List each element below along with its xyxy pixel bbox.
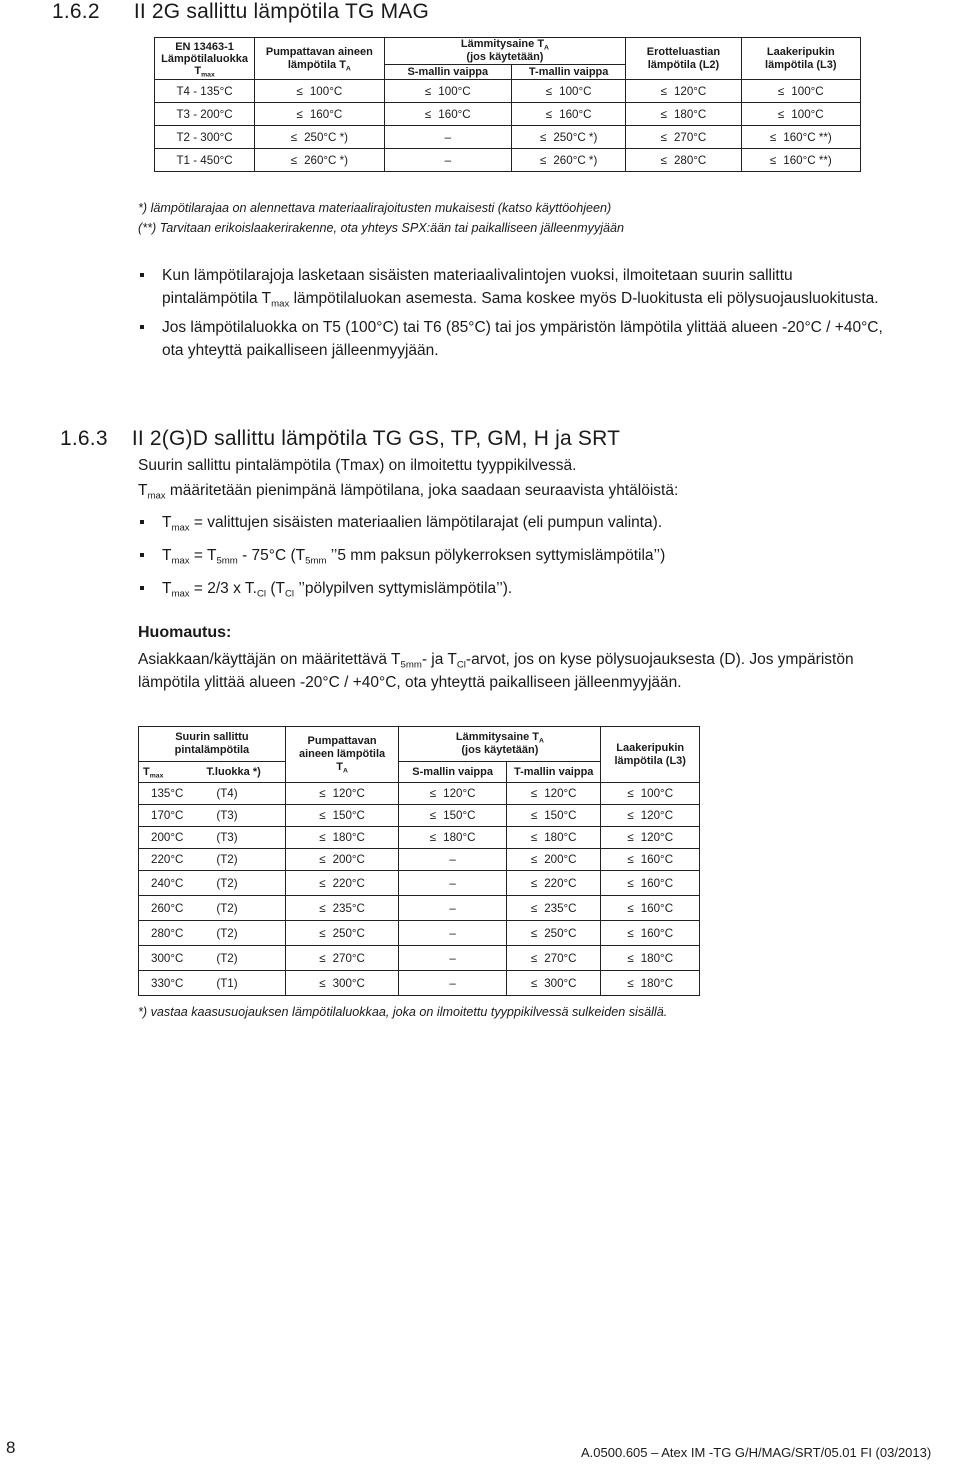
header-s-jacket: S-mallin vaippa (384, 65, 511, 80)
liquid-temp-cell: ≤ 250°C (285, 921, 399, 946)
liquid-temp-cell: ≤ 120°C (285, 783, 399, 805)
liquid-temp-cell: ≤ 220°C (285, 871, 399, 896)
s-jacket-cell: ≤ 120°C (399, 783, 507, 805)
bearing-temp-cell: ≤ 160°C (601, 871, 700, 896)
liquid-temp-cell: ≤ 150°C (285, 805, 399, 827)
s-jacket-cell: ≤ 100°C (384, 80, 511, 103)
s-jacket-cell: ≤ 150°C (399, 805, 507, 827)
header-liquid-temp: Pumpattavan aineen lämpötila $T_A$ (285, 727, 399, 783)
header-bearing-temp: Laakeripukin lämpötila (L3) (601, 727, 700, 783)
t-jacket-cell: ≤ 180°C (506, 827, 601, 849)
table-row (139, 921, 700, 946)
s-jacket-cell: – (399, 971, 507, 996)
separator-temp-cell: ≤ 120°C (626, 80, 741, 103)
less-equal-icon: ≤ (530, 876, 538, 890)
t-jacket-cell: ≤ 220°C (506, 871, 601, 896)
less-equal-icon: ≤ (627, 976, 634, 990)
less-equal-icon: ≤ (660, 130, 667, 144)
less-equal-icon: ≤ (539, 130, 547, 144)
t-jacket-cell: ≤ 150°C (506, 805, 601, 827)
bearing-temp-cell: ≤ 180°C (601, 971, 700, 996)
bearing-temp-cell: ≤ 120°C (601, 827, 700, 849)
less-equal-icon: ≤ (319, 787, 326, 800)
footnote-special-bearing: (**) Tarvitaan erikoislaakerirakenne, ota yhteys SPX:ään tai paikalliseen jälleenmyyjään (138, 221, 625, 235)
liquid-temp-cell: ≤ 235°C (285, 896, 399, 921)
less-equal-icon: ≤ (429, 831, 437, 844)
table-row (139, 805, 700, 827)
less-equal-icon: ≤ (530, 901, 538, 915)
less-equal-icon: ≤ (429, 787, 437, 800)
bearing-temp-cell: ≤ 160°C (601, 896, 700, 921)
table-row (139, 896, 700, 921)
less-equal-icon: ≤ (296, 107, 303, 121)
header-heating-medium: Lämmitysaine $T_A$ (jos käytetään) (384, 38, 626, 65)
less-equal-icon: ≤ (539, 153, 547, 167)
tclass-cell: (T3) (206, 827, 285, 849)
s-jacket-cell: – (399, 946, 507, 971)
header-s-jacket: S-mallin vaippa (399, 762, 507, 783)
tmax-cell: 220°C (139, 849, 207, 871)
less-equal-icon: ≤ (429, 809, 437, 822)
header-tmax: $T_{max}$ (139, 762, 207, 783)
less-equal-icon: ≤ (769, 130, 777, 144)
less-equal-icon: ≤ (530, 926, 538, 940)
liquid-temp-cell: ≤ 180°C (285, 827, 399, 849)
t-jacket-cell: ≤ 300°C (506, 971, 601, 996)
table-row (139, 971, 700, 996)
less-equal-icon: ≤ (627, 831, 634, 844)
table-row (139, 871, 700, 896)
header-t-jacket: T-mallin vaippa (506, 762, 601, 783)
less-equal-icon: ≤ (290, 153, 298, 167)
table-row (139, 783, 700, 805)
footnote-temp-limit: *) lämpötilarajaa on alennettava materiaalirajoitusten mukaisesti (katso käyttöohjeen) (138, 201, 612, 215)
liquid-temp-cell: ≤ 300°C (285, 971, 399, 996)
less-equal-icon: ≤ (319, 853, 326, 866)
section-number: 1.6.2 (52, 0, 100, 23)
header-separator-temp: Erotteluastian lämpötila (L2) (626, 38, 741, 80)
bearing-temp-cell: ≤ 100°C (601, 783, 700, 805)
s-jacket-cell: – (384, 126, 511, 149)
less-equal-icon: ≤ (530, 976, 538, 990)
t-jacket-cell: ≤ 260°C *) (512, 149, 626, 172)
less-equal-icon: ≤ (545, 84, 553, 98)
less-equal-icon: ≤ (627, 926, 634, 940)
bearing-temp-cell: ≤ 120°C (601, 805, 700, 827)
section-number: 1.6.3 (60, 427, 108, 450)
header-temp-class: EN 13463-1 Lämpötilaluokka $T_{max}$ (155, 38, 255, 80)
t-jacket-cell: ≤ 250°C *) (512, 126, 626, 149)
tmax-cell: 170°C (139, 805, 207, 827)
less-equal-icon: ≤ (530, 809, 538, 822)
tclass-cell: (T2) (206, 849, 285, 871)
liquid-temp-cell: ≤ 270°C (285, 946, 399, 971)
formula-item: $T_{max} = 2/3$ x $T._{Cl}$ ($T_{Cl}$ ’’pölypilven syttymislämpötila’’). (138, 577, 898, 600)
bearing-temp-cell: ≤ 160°C **) (741, 149, 860, 172)
tmax-cell: 300°C (139, 946, 207, 971)
table-row (155, 80, 861, 103)
bearing-temp-cell: ≤ 160°C (601, 849, 700, 871)
less-equal-icon: ≤ (530, 787, 538, 800)
temp-class-cell: T2 - 300°C (155, 126, 255, 149)
remark-heading: Huomautus: (138, 624, 232, 641)
separator-temp-cell: ≤ 270°C (626, 126, 741, 149)
temperature-table-mag (154, 37, 861, 172)
tmax-cell: 135°C (139, 783, 207, 805)
tmax-cell: 260°C (139, 896, 207, 921)
header-heating-medium: Lämmitysaine $T_A$ (jos käytetään) (399, 727, 601, 762)
s-jacket-cell: – (384, 149, 511, 172)
s-jacket-cell: ≤ 180°C (399, 827, 507, 849)
less-equal-icon: ≤ (424, 107, 432, 121)
table-row (155, 149, 861, 172)
document-reference: A.0500.605 – Atex IM -TG G/H/MAG/SRT/05.01 FI (03/2013) (581, 1445, 932, 1460)
bearing-temp-cell: ≤ 160°C (601, 921, 700, 946)
formula-item: $T_{max}$ = valittujen sisäisten materiaalien lämpötilarajat (eli pumpun valinta). (138, 511, 898, 534)
header-t-jacket: T-mallin vaippa (512, 65, 626, 80)
liquid-temp-cell: ≤ 100°C (255, 80, 384, 103)
tclass-cell: (T3) (206, 805, 285, 827)
less-equal-icon: ≤ (777, 107, 785, 121)
less-equal-icon: ≤ (424, 84, 432, 98)
remark-text: Asiakkaan/käyttäjän on määritettävä $T_{5mm}-$ ja $T_{Cl}$-arvot, jos on kyse pölysuojauksesta (D). Jos ympäristön lämpötila ylittää alueen -20°C / +40°C, ota yhteyttä paikalliseen jälleenmyyjään. (138, 651, 854, 691)
less-equal-icon: ≤ (769, 153, 777, 167)
t-jacket-cell: ≤ 250°C (506, 921, 601, 946)
bearing-temp-cell: ≤ 180°C (601, 946, 700, 971)
bullet-list-1 (138, 264, 888, 362)
less-equal-icon: ≤ (627, 809, 634, 822)
tmax-cell: 200°C (139, 827, 207, 849)
tclass-cell: (T2) (206, 871, 285, 896)
s-jacket-cell: – (399, 921, 507, 946)
less-equal-icon: ≤ (627, 951, 634, 965)
liquid-temp-cell: ≤ 160°C (255, 103, 384, 126)
header-max-surface-temp: Suurin sallittu pintalämpötila (139, 727, 286, 762)
temp-class-cell: T3 - 200°C (155, 103, 255, 126)
temp-class-cell: T4 - 135°C (155, 80, 255, 103)
t-jacket-cell: ≤ 100°C (512, 80, 626, 103)
less-equal-icon: ≤ (627, 901, 634, 915)
separator-temp-cell: ≤ 180°C (626, 103, 741, 126)
bearing-temp-cell: ≤ 100°C (741, 80, 860, 103)
section-title: II 2(G)D sallittu lämpötila TG GS, TP, GM, H ja SRT (131, 427, 621, 450)
t-jacket-cell: ≤ 270°C (506, 946, 601, 971)
s-jacket-cell: ≤ 160°C (384, 103, 511, 126)
less-equal-icon: ≤ (627, 853, 634, 866)
liquid-temp-cell: ≤ 260°C *) (255, 149, 384, 172)
bearing-temp-cell: ≤ 100°C (741, 103, 860, 126)
intro-text: Suurin sallittu pintalämpötila (Tmax) on ilmoitettu tyyppikilvessä. (138, 457, 577, 474)
less-equal-icon: ≤ (319, 951, 326, 965)
less-equal-icon: ≤ (319, 831, 326, 844)
less-equal-icon: ≤ (660, 153, 667, 167)
table-row (139, 946, 700, 971)
tclass-cell: (T2) (206, 896, 285, 921)
less-equal-icon: ≤ (319, 976, 326, 990)
tmax-cell: 240°C (139, 871, 207, 896)
separator-temp-cell: ≤ 280°C (626, 149, 741, 172)
page-number: 8 (6, 1438, 16, 1457)
less-equal-icon: ≤ (545, 107, 553, 121)
formula-list (138, 511, 898, 600)
less-equal-icon: ≤ (530, 951, 538, 965)
less-equal-icon: ≤ (777, 84, 785, 98)
liquid-temp-cell: ≤ 250°C *) (255, 126, 384, 149)
section-heading-162 (52, 0, 429, 24)
liquid-temp-cell: ≤ 200°C (285, 849, 399, 871)
s-jacket-cell: – (399, 896, 507, 921)
s-jacket-cell: – (399, 871, 507, 896)
less-equal-icon: ≤ (627, 787, 634, 800)
s-jacket-cell: – (399, 849, 507, 871)
t-jacket-cell: ≤ 120°C (506, 783, 601, 805)
header-liquid-temp: Pumpattavan aineen lämpötila $T_A$ (255, 38, 384, 80)
footnote-table2: *) vastaa kaasusuojauksen lämpötilaluokkaa, joka on ilmoitettu tyyppikilvessä sulkeiden sisällä. (138, 1005, 668, 1019)
definition-text: $T_{max}$ määritetään pienimpänä lämpötilana, joka saadaan seuraavista yhtälöistä: (138, 482, 679, 502)
less-equal-icon: ≤ (290, 130, 298, 144)
less-equal-icon: ≤ (319, 901, 326, 915)
less-equal-icon: ≤ (627, 876, 634, 890)
header-tclass: T.luokka *) (206, 762, 285, 783)
formula-item: $T_{max} = T_{5mm} - 75^\circ C$ ($T_{5mm}$ ’’5 mm paksun pölykerroksen syttymislämpötila’’) (138, 544, 898, 567)
tclass-cell: (T4) (206, 783, 285, 805)
less-equal-icon: ≤ (296, 84, 303, 98)
table-row (139, 827, 700, 849)
table-row (139, 849, 700, 871)
t-jacket-cell: ≤ 160°C (512, 103, 626, 126)
tmax-cell: 330°C (139, 971, 207, 996)
less-equal-icon: ≤ (530, 853, 538, 866)
temp-class-cell: T1 - 450°C (155, 149, 255, 172)
header-bearing-temp: Laakeripukin lämpötila (L3) (741, 38, 860, 80)
less-equal-icon: ≤ (660, 107, 667, 121)
bearing-temp-cell: ≤ 160°C **) (741, 126, 860, 149)
table-row (155, 126, 861, 149)
less-equal-icon: ≤ (319, 876, 326, 890)
t-jacket-cell: ≤ 235°C (506, 896, 601, 921)
less-equal-icon: ≤ (530, 831, 538, 844)
less-equal-icon: ≤ (660, 84, 667, 98)
temperature-table-dust (138, 726, 700, 996)
less-equal-icon: ≤ (319, 926, 326, 940)
bullet-item: Kun lämpötilarajoja lasketaan sisäisten materiaalivalintojen vuoksi, ilmoitetaan suurin sallittu pintalämpötila $T_{max}$ lämpötilaluokan asemesta. Sama koskee myös D-luokitusta eli pölysuojausluokitusta. (138, 264, 888, 310)
tmax-cell: 280°C (139, 921, 207, 946)
t-jacket-cell: ≤ 200°C (506, 849, 601, 871)
less-equal-icon: ≤ (319, 809, 326, 822)
section-title: II 2G sallittu lämpötila TG MAG (133, 0, 430, 23)
tclass-cell: (T1) (206, 971, 285, 996)
tclass-cell: (T2) (206, 946, 285, 971)
table-row (155, 103, 861, 126)
section-heading-163 (60, 427, 620, 451)
bullet-item: Jos lämpötilaluokka on T5 (100°C) tai T6 (85°C) tai jos ympäristön lämpötila ylittää alueen -20°C / +40°C, ota yhteyttä paikalliseen jälleenmyyjään. (138, 316, 888, 362)
tclass-cell: (T2) (206, 921, 285, 946)
